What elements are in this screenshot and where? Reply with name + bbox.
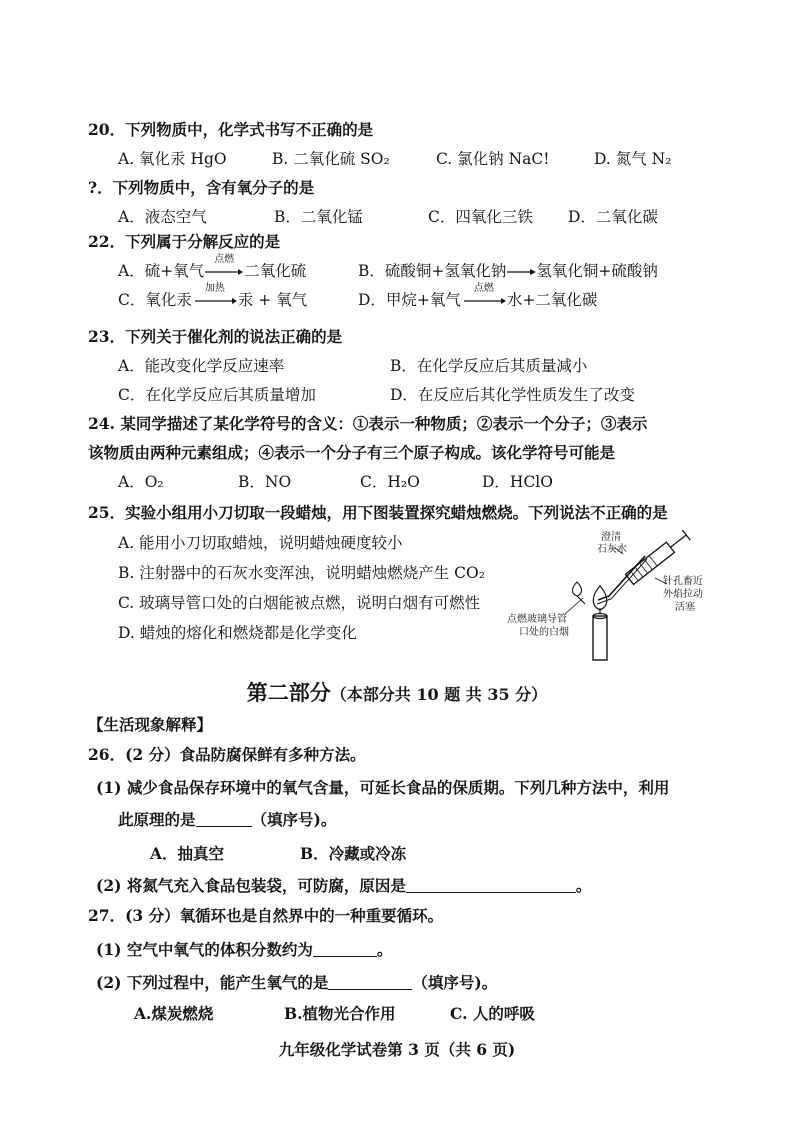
q24-option-a: A．O₂ <box>118 473 164 491</box>
q26-part2-end: 。 <box>575 876 592 895</box>
q27-part1-answer-blank[interactable] <box>313 940 377 957</box>
q20-option-b: B. 二氧化硫 SO₂ <box>272 150 390 168</box>
reaction-arrow-c <box>193 283 237 310</box>
q22-b-reactants: B．硫酸铜+氢氧化钠 <box>358 262 507 280</box>
figure-label-limewater-1: 澄清 <box>601 532 621 543</box>
q25-option-a: A. 能用小刀切取蜡烛，说明蜡烛硬度较小 <box>118 534 403 552</box>
candle-syringe-figure <box>505 530 715 665</box>
q25-stem: 25．实验小组用小刀切取一段蜡烛，用下图装置探究蜡烛燃烧。下列说法不正确的是 <box>88 503 668 522</box>
q24-option-d: D．HClO <box>482 473 553 491</box>
q23-option-b: B．在化学反应后其质量减小 <box>390 357 588 375</box>
q27-option-b: B.植物光合作用 <box>284 1004 396 1023</box>
q26-option-a: A．抽真空 <box>150 844 225 863</box>
figure-label-needle-1: 针孔畜近 <box>663 576 703 587</box>
q22-d-reactants: D．甲烷+氧气 <box>358 291 461 309</box>
q22-option-c <box>118 283 308 310</box>
q27-option-a: A.煤炭燃烧 <box>134 1004 214 1023</box>
figure-label-smoke-1: 点燃玻璃导管 <box>507 614 567 625</box>
q27-stem: 27．(3 分）氧循环也是自然界中的一种重要循环。 <box>88 906 444 925</box>
reaction-arrow-a <box>205 254 243 281</box>
part-two-title <box>0 680 794 708</box>
q26-part1-hint: （填序号)。 <box>251 810 337 829</box>
q20-option-a: A. 氧化汞 HgO <box>118 150 227 168</box>
q20-option-d: D. 氮气 N₂ <box>594 150 672 168</box>
q21-option-d: D．二氧化碳 <box>568 208 658 226</box>
q26-part2-text: (2) 将氮气充入食品包装袋，可防腐，原因是 <box>96 876 406 895</box>
q23-stem: 23．下列关于催化剂的说法正确的是 <box>88 327 343 346</box>
q22-stem: 22．下列属于分解反应的是 <box>88 232 281 251</box>
q27-part1-end: 。 <box>376 940 393 959</box>
q22-c-products: 汞 + 氧气 <box>237 291 308 309</box>
reaction-arrow-b <box>506 267 536 277</box>
q27-part1-text: (1) 空气中氧气的体积分数约为 <box>96 940 313 959</box>
q22-d-condition: 点燃 <box>473 283 494 294</box>
q27-option-c: C. 人的呼吸 <box>450 1004 535 1023</box>
reaction-arrow-d <box>462 283 506 310</box>
part-two-heading: 第二部分 <box>246 680 331 705</box>
q20-stem: 20．下列物质中，化学式书写不正确的是 <box>88 120 374 139</box>
q24-stem-line1: 24. 某同学描述了某化学符号的含义：①表示一种物质；②表示一个分子；③表示 <box>88 414 648 433</box>
q23-option-d: D．在反应后其化学性质发生了改变 <box>390 386 635 404</box>
q26-part2 <box>96 876 591 896</box>
figure-label-needle-2: 外焰拉动 <box>663 589 703 600</box>
q22-c-condition: 加热 <box>204 283 225 294</box>
q26-stem: 26．(2 分）食品防腐保鲜有多种方法。 <box>88 745 366 764</box>
q26-part1-answer-blank[interactable] <box>196 810 252 827</box>
q24-option-b: B．NO <box>238 473 292 491</box>
q22-c-reactants: C．氧化汞 <box>118 291 192 309</box>
figure-label-limewater-2: 石灰水 <box>597 544 627 555</box>
q20-option-c: C. 氯化钠 NaC! <box>436 150 550 168</box>
q21-option-a: A．液态空气 <box>118 208 207 226</box>
q25-option-b: B. 注射器中的石灰水变浑浊，说明蜡烛燃烧产生 CO₂ <box>118 564 485 582</box>
q23-option-a: A．能改变化学反应速率 <box>118 357 285 375</box>
q21-stem: ?．下列物质中，含有氧分子的是 <box>88 178 315 197</box>
q22-a-reactants: A．硫+氧气 <box>118 262 205 280</box>
q24-stem-line2: 该物质由两种元素组成；④表示一个分子有三个原子构成。该化学符号可能是 <box>88 443 616 462</box>
section-heading: 【生活现象解释】 <box>88 715 213 734</box>
q22-a-condition: 点燃 <box>214 254 235 265</box>
page-footer: 九年级化学试卷第 3 页（共 6 页) <box>278 1040 516 1059</box>
q21-option-b: B．二氧化锰 <box>274 208 363 226</box>
q27-part2-answer-blank[interactable] <box>328 973 412 990</box>
q22-option-d <box>358 283 598 310</box>
q22-d-products: 水+二氧化碳 <box>506 291 598 309</box>
figure-label-smoke-2: 口处的白烟 <box>519 627 569 638</box>
q27-part2-hint: （填序号)。 <box>412 973 498 992</box>
q27-part1 <box>96 940 392 960</box>
q26-option-b: B．冷藏或冷冻 <box>300 844 407 863</box>
q26-part1-line2 <box>118 810 336 830</box>
q22-option-a <box>118 254 307 281</box>
q22-option-b <box>358 261 658 281</box>
figure-label-needle-3: 活塞 <box>675 602 695 613</box>
q24-option-c: C．H₂O <box>360 473 420 491</box>
q27-part2-text: (2) 下列过程中，能产生氧气的是 <box>96 973 329 992</box>
q25-option-c: C. 玻璃导管口处的白烟能被点燃，说明白烟有可燃性 <box>118 594 481 612</box>
q22-a-products: 二氧化硫 <box>244 262 307 280</box>
q23-option-c: C．在化学反应后其质量增加 <box>118 386 316 404</box>
q26-part2-answer-blank[interactable] <box>406 876 576 893</box>
q22-b-products: 氢氧化铜+硫酸钠 <box>536 262 658 280</box>
q26-part1-line1: (1) 减少食品保存环境中的氧气含量，可延长食品的保质期。下列几种方法中，利用 <box>96 778 670 797</box>
part-two-subheading: （本部分共 10 题 共 35 分） <box>330 685 548 704</box>
q21-option-c: C．四氧化三铁 <box>428 208 533 226</box>
q25-option-d: D. 蜡烛的熔化和燃烧都是化学变化 <box>118 624 357 642</box>
q27-part2 <box>96 973 497 993</box>
q26-part1-text: 此原理的是 <box>118 810 196 829</box>
